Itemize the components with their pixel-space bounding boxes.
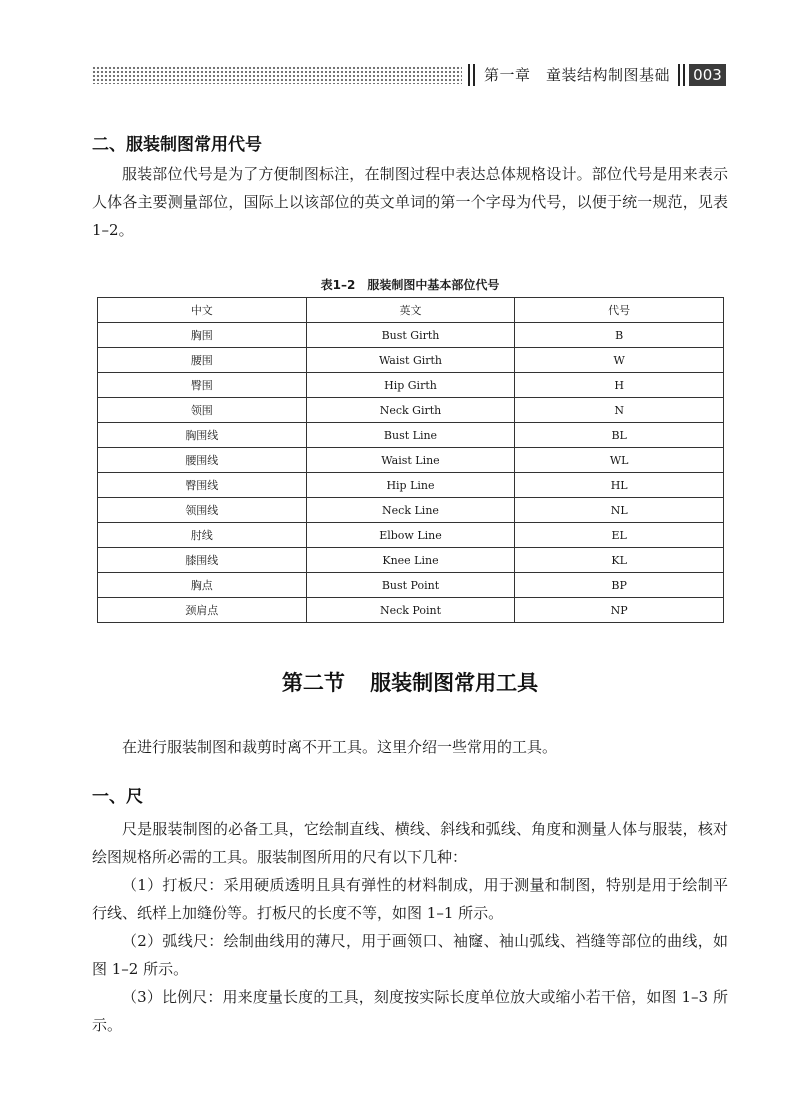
page-number: 003	[689, 64, 726, 86]
header-divider	[468, 64, 470, 86]
cell-code: BL	[515, 423, 724, 448]
cell-english: Waist Girth	[306, 348, 515, 373]
cell-english: Bust Girth	[306, 323, 515, 348]
cell-english: Bust Line	[306, 423, 515, 448]
code-table	[97, 297, 724, 623]
chapter-title: 第一章 童装结构制图基础	[484, 66, 671, 84]
section-title: 第二节 服装制图常用工具	[281, 671, 539, 695]
table-row	[98, 473, 724, 498]
cell-chinese: 膝围线	[98, 548, 307, 573]
cell-chinese: 肘线	[98, 523, 307, 548]
column-header: 中文	[98, 298, 307, 323]
cell-chinese: 领围	[98, 398, 307, 423]
cell-code: W	[515, 348, 724, 373]
table-row	[98, 448, 724, 473]
cell-code: B	[515, 323, 724, 348]
cell-code: H	[515, 373, 724, 398]
cell-code: BP	[515, 573, 724, 598]
table-header-row	[98, 298, 724, 323]
table-row	[98, 598, 724, 623]
cell-code: EL	[515, 523, 724, 548]
cell-english: Neck Girth	[306, 398, 515, 423]
cell-code: KL	[515, 548, 724, 573]
paragraph: 服装部位代号是为了方便制图标注，在制图过程中表达总体规格设计。部位代号是用来表示人体各主要测量部位，国际上以该部位的英文单词的第一个字母为代号，以便于统一规范，见表 1–2。	[92, 165, 728, 239]
cell-code: WL	[515, 448, 724, 473]
cell-english: Neck Line	[306, 498, 515, 523]
header-dot-pattern	[92, 66, 462, 84]
table-caption: 表1–2 服装制图中基本部位代号	[320, 278, 500, 292]
header-divider	[683, 64, 685, 86]
table-row	[98, 323, 724, 348]
cell-code: HL	[515, 473, 724, 498]
paragraph: 在进行服装制图和裁剪时离不开工具。这里介绍一些常用的工具。	[122, 738, 558, 756]
table-row	[98, 498, 724, 523]
table-row	[98, 373, 724, 398]
cell-english: Hip Line	[306, 473, 515, 498]
section-heading: 二、服装制图常用代号	[92, 135, 262, 155]
cell-chinese: 腰围线	[98, 448, 307, 473]
table-row	[98, 348, 724, 373]
header-divider	[473, 64, 475, 86]
cell-english: Neck Point	[306, 598, 515, 623]
cell-code: NP	[515, 598, 724, 623]
cell-english: Bust Point	[306, 573, 515, 598]
cell-english: Knee Line	[306, 548, 515, 573]
section-heading: 一、尺	[92, 787, 143, 807]
cell-chinese: 领围线	[98, 498, 307, 523]
header-divider	[678, 64, 680, 86]
column-header: 英文	[306, 298, 515, 323]
column-header: 代号	[515, 298, 724, 323]
list-item: （1）打板尺：采用硬质透明且具有弹性的材料制成，用于测量和制图，特别是用于绘制平行线、纸样上加缝份等。打板尺的长度不等，如图 1–1 所示。	[92, 876, 728, 922]
cell-english: Hip Girth	[306, 373, 515, 398]
cell-chinese: 颈肩点	[98, 598, 307, 623]
table-row	[98, 523, 724, 548]
running-header	[92, 62, 728, 88]
cell-english: Waist Line	[306, 448, 515, 473]
list-item: （2）弧线尺：绘制曲线用的薄尺，用于画领口、袖窿、袖山弧线、裆缝等部位的曲线，如图 1–2 所示。	[92, 932, 728, 978]
paragraph: 尺是服装制图的必备工具，它绘制直线、横线、斜线和弧线、角度和测量人体与服装，核对绘图规格所必需的工具。服装制图所用的尺有以下几种：	[92, 820, 728, 866]
cell-chinese: 胸点	[98, 573, 307, 598]
cell-chinese: 胸围线	[98, 423, 307, 448]
cell-chinese: 臀围线	[98, 473, 307, 498]
cell-code: NL	[515, 498, 724, 523]
cell-code: N	[515, 398, 724, 423]
table-row	[98, 548, 724, 573]
table-row	[98, 573, 724, 598]
cell-chinese: 腰围	[98, 348, 307, 373]
table-row	[98, 423, 724, 448]
table-row	[98, 398, 724, 423]
list-item: （3）比例尺：用来度量长度的工具，刻度按实际长度单位放大或缩小若干倍，如图 1–3 所示。	[92, 988, 728, 1034]
cell-english: Elbow Line	[306, 523, 515, 548]
cell-chinese: 臀围	[98, 373, 307, 398]
cell-chinese: 胸围	[98, 323, 307, 348]
